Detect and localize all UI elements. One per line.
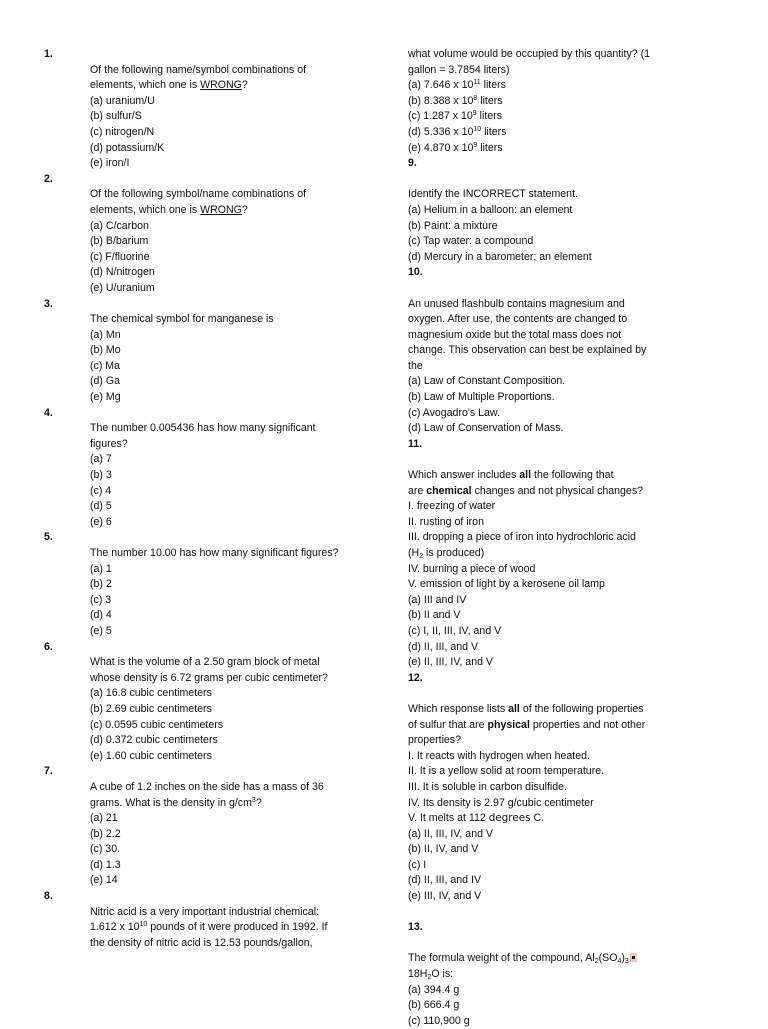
list-item: I. freezing of water [408,500,496,513]
multiplication-dot-icon [630,953,637,962]
answer-option: (b) 8.388 x $10^8$ liters [408,94,503,107]
answer-option: (c) 110,900 g [408,1014,470,1027]
question-stem: the [408,359,423,372]
answer-option: (c) I [408,858,427,871]
answer-option: (c) 1.287 x $10^9$ liters [408,110,502,123]
question-stem: elements, which one is WRONG? [90,79,248,92]
list-item: ($H_2$ is produced) [408,547,485,560]
question-number: 5. [44,531,53,544]
question-1 [44,47,384,172]
answer-option: (e) III, IV, and V [408,890,482,903]
question-stem: The chemical symbol for manganese is [90,313,274,326]
question-stem: Identify the INCORRECT statement. [408,188,578,201]
answer-option: (d) N/nitrogen [90,266,155,279]
list-item: V. emission of light by a kerosene oil lamp [408,578,605,591]
right-column [408,47,738,1029]
question-stem: Of the following name/symbol combinations of [90,63,307,76]
question-stem: figures? [90,437,128,450]
question-stem: whose density is 6.72 grams per cubic centimeter? [90,671,328,684]
left-column [44,47,384,951]
answer-option: (c) nitrogen/N [90,125,155,138]
list-item: II. rusting of iron [408,515,484,528]
answer-option: (c) 30. [90,843,121,856]
question-12 [408,671,738,921]
answer-option: (b) 666.4 g [408,999,460,1012]
answer-option: (d) II, III, and V [408,640,479,653]
question-4 [44,406,384,531]
answer-option: (a) uranium/U [90,94,155,107]
question-stem: Of the following symbol/name combinations of [90,188,307,201]
question-stem: gallon = 3.7854 liters) [408,63,510,76]
question-number: 4. [44,406,53,419]
question-stem: The number 10.00 has how many significant figures? [90,547,339,559]
question-7 [44,764,384,889]
answer-option: (a) 7.646 x $10^{11}$ liters [408,79,506,92]
answer-option: (e) U/uranium [90,281,155,294]
question-number: 10. [408,266,423,279]
spacer [408,905,738,921]
answer-option: (e) II, III, IV, and V [408,656,493,669]
question-stem: The number 0.005436 has how many significant [90,422,316,435]
spacer [408,452,738,468]
answer-option: (a) II, III, IV, and V [408,827,493,840]
question-stem: of sulfur that are physical properties and not other [408,718,646,731]
answer-option: (b) Paint: a mixture [408,219,498,232]
question-number: 12. [408,671,423,684]
list-item: III. dropping a piece of iron into hydrochloric acid [408,531,636,544]
question-stem: Nitric acid is a very important industrial chemical: [90,905,320,918]
answer-option: (e) 5 [90,624,112,637]
answer-option: (a) 1 [90,562,112,575]
answer-option: (b) 2 [90,578,112,591]
question-stem: properties? [408,734,461,747]
question-10 [408,265,738,437]
answer-option: (d) Mercury in a barometer; an element [408,250,592,263]
answer-option: (b) II and V [408,609,461,622]
spacer [408,936,738,952]
answer-option: (e) 4.870 x $10^9$ liters [408,141,503,154]
question-5 [44,530,384,639]
question-stem: The formula weight of the compound, $Al_2(SO_4)_3$ [408,951,738,967]
answer-option: (e) 6 [90,515,112,528]
list-item: V. It melts at 112 degrees C. [408,812,545,825]
answer-option: (d) 5.336 x $10^{10}$ liters [408,125,507,138]
question-stem: grams. What is the density in $g/cm^3$? [90,796,262,809]
question-stem: Which response lists all of the following properties [408,702,644,715]
answer-option: (e) iron/I [90,157,130,170]
question-9 [408,156,738,265]
question-stem: What is the volume of a 2.50 gram block of metal [90,656,320,669]
answer-option: (e) 1.60 cubic centimeters [90,749,212,762]
answer-option: (c) 0.0595 cubic centimeters [90,718,224,731]
answer-option: (d) 4 [90,609,112,622]
answer-option: (d) Law of Conservation of Mass. [408,422,564,435]
spacer [408,281,738,297]
question-number: 9. [408,157,417,170]
question-number: 1. [44,48,53,60]
question-stem: 1.612 x $10^{10}$ pounds of it were produced in 1992. If [90,921,328,934]
list-item: II. It is a yellow solid at room temperature. [408,765,605,778]
question-3 [44,297,384,406]
question-11 [408,437,738,671]
list-item: IV. burning a piece of wood [408,562,536,575]
answer-option: (c) F/fluorine [90,250,150,263]
answer-option: (c) 4 [90,484,112,497]
answer-option: (b) II, IV, and V [408,843,479,856]
question-6 [44,640,384,765]
question-13 [408,920,738,1029]
answer-option: (d) II, III, and IV [408,874,482,887]
question-8-continued [408,47,738,156]
answer-option: (d) 1.3 [90,858,121,871]
answer-option: (c) I, II, III, IV, and V [408,624,502,637]
answer-option: (a) III and IV [408,593,467,606]
answer-option: (d) 5 [90,500,112,513]
question-number: 2. [44,172,53,185]
question-8 [44,889,384,951]
spacer [408,172,738,188]
question-stem: magnesium oxide but the total mass does not [408,328,622,341]
question-stem: what volume would be occupied by this quantity? (1 [408,48,651,60]
answer-option: (b) Law of Multiple Proportions. [408,391,555,404]
list-item: I. It reacts with hydrogen when heated. [408,749,590,762]
answer-option: (b) 2.2 [90,827,121,840]
question-stem: elements, which one is WRONG? [90,203,248,216]
answer-option: (c) Ma [90,359,121,372]
answer-option: (b) B/barium [90,235,149,248]
answer-option: (d) potassium/K [90,141,165,154]
question-number: 11. [408,437,423,450]
list-item: IV. Its density is 2.97 g/cubic centimeter [408,796,594,809]
answer-option: (a) 7 [90,453,112,466]
answer-option: (b) 3 [90,469,112,482]
question-stem: $18H_2O$ is: [408,968,454,982]
list-item: III. It is soluble in carbon disulfide. [408,780,567,793]
question-stem: the density of nitric acid is 12.53 pounds/gallon, [90,936,313,949]
question-number: 8. [44,890,53,903]
question-stem: Which answer includes all the following that [408,469,614,482]
answer-option: (e) Mg [90,391,121,404]
answer-option: (e) 14 [90,874,118,887]
answer-option: (d) Ga [90,375,121,388]
answer-option: (a) Mn [90,328,121,341]
answer-option: (c) Avogadro's Law. [408,406,500,419]
answer-option: (a) 394.4 g [408,983,460,996]
answer-option: (a) C/carbon [90,219,149,232]
spacer [408,686,738,702]
answer-option: (a) Helium in a balloon: an element [408,203,573,216]
answer-option: (b) 2.69 cubic centimeters [90,702,212,715]
emphasis-underline: WRONG [200,79,242,92]
answer-option: (b) sulfur/S [90,110,142,123]
question-number: 13. [408,921,423,934]
question-stem: An unused flashbulb contains magnesium and [408,297,625,310]
answer-option: (d) 0.372 cubic centimeters [90,734,218,747]
emphasis-underline: WRONG [200,203,242,216]
answer-option: (c) Tap water: a compound [408,235,534,248]
answer-option: (a) 16.8 cubic centimeters [90,687,212,700]
question-number: 3. [44,297,53,310]
answer-option: (a) 21 [90,812,118,825]
question-stem: change. This observation can best be explained by [408,344,647,357]
question-number: 7. [44,765,53,778]
question-number: 6. [44,640,53,653]
question-2 [44,172,384,297]
question-stem: oxygen. After use, the contents are changed to [408,313,628,326]
question-stem: A cube of 1.2 inches on the side has a mass of 36 [90,780,324,793]
answer-option: (b) Mo [90,344,121,357]
answer-option: (c) 3 [90,593,112,606]
answer-option: (a) Law of Constant Composition. [408,375,566,388]
question-stem: are chemical changes and not physical changes? [408,484,644,497]
